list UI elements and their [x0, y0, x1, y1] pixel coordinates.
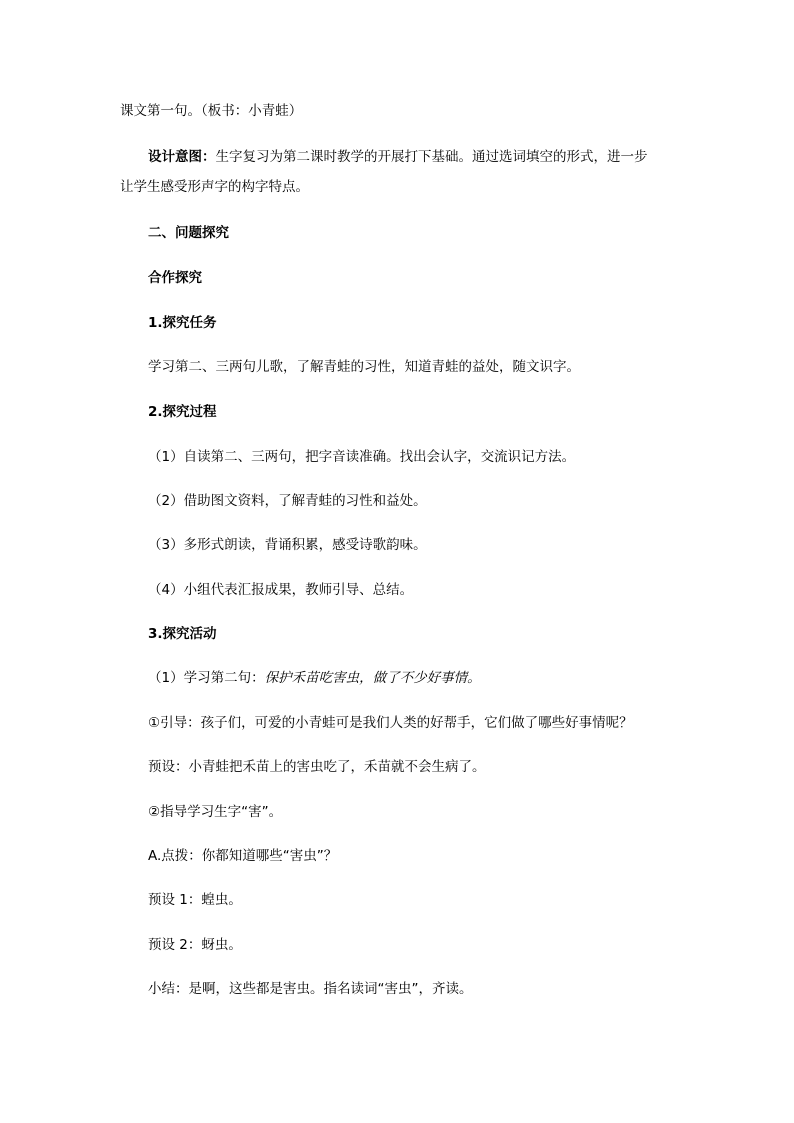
- text-line: 预设 2：蚜虫。: [148, 937, 242, 953]
- list-item: （4）小组代表汇报成果，教师引导、总结。: [148, 582, 414, 598]
- activity-item: [148, 668, 481, 688]
- text-line: A.点拨：你都知道哪些“害虫”？: [148, 848, 338, 864]
- text-line: 学习第二、三两句儿歌，了解青蛙的习性，知道青蛙的益处，随文识字。: [148, 359, 580, 375]
- text-line: 小结：是啊，这些都是害虫。指名读词“害虫”，齐读。: [148, 981, 473, 997]
- process-heading: 2.探究过程: [148, 404, 217, 420]
- text-line: 让学生感受形声字的构字特点。: [120, 179, 309, 195]
- text-line: 预设 1：蝗虫。: [148, 892, 242, 908]
- list-item: （2）借助图文资料，了解青蛙的习性和益处。: [148, 493, 427, 509]
- list-item: （1）自读第二、三两句，把字音读准确。找出会认字，交流识记方法。: [148, 449, 576, 465]
- design-intent-label: 设计意图：: [148, 149, 216, 165]
- text-line: 课文第一句。（板书：小青蛙）: [120, 103, 303, 119]
- subsection-heading: 合作探究: [148, 270, 202, 286]
- text-line: ②指导学习生字“害”。: [148, 804, 283, 820]
- poem-quote: 保护禾苗吃害虫，做了不少好事情。: [264, 670, 481, 686]
- task-heading: 1.探究任务: [148, 315, 217, 331]
- design-intent-text: 生字复习为第二课时教学的开展打下基础。通过选词填空的形式，进一步: [215, 149, 648, 165]
- design-intent-line: [148, 147, 648, 167]
- activity-item-prefix: （1）学习第二句：: [148, 670, 265, 686]
- text-line: 预设：小青蛙把禾苗上的害虫吃了，禾苗就不会生病了。: [148, 759, 486, 775]
- list-item: （3）多形式朗读，背诵积累，感受诗歌韵味。: [148, 537, 427, 553]
- text-line: ①引导：孩子们，可爱的小青蛙可是我们人类的好帮手，它们做了哪些好事情呢？: [148, 715, 633, 731]
- section-heading: 二、问题探究: [148, 225, 229, 241]
- activity-heading: 3.探究活动: [148, 626, 217, 642]
